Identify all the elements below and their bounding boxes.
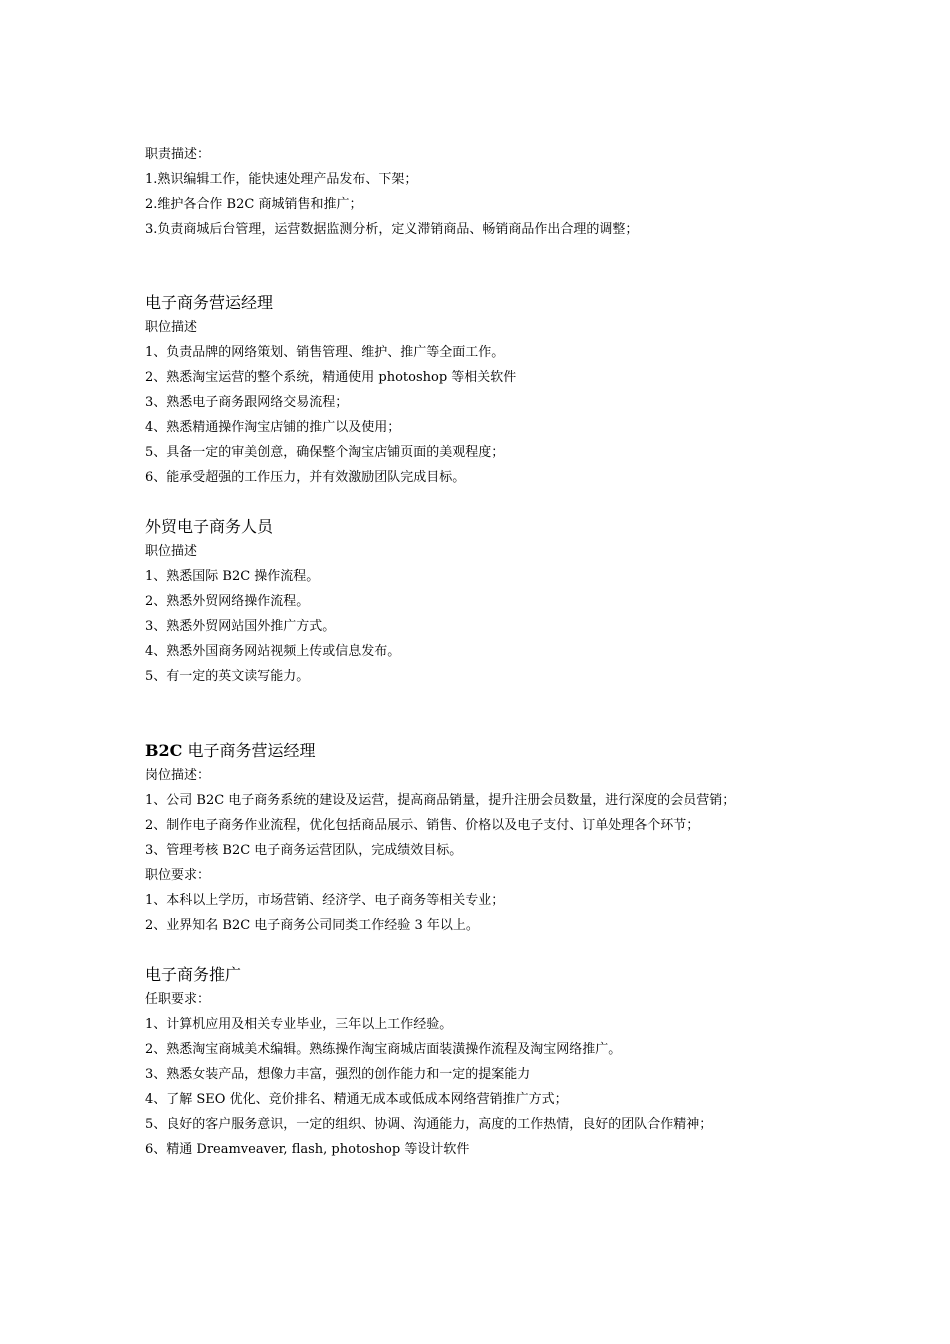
list-item: 2、熟悉淘宝运营的整个系统，精通使用 photoshop 等相关软件 (145, 370, 517, 385)
list-item: 4、熟悉外国商务网站视频上传或信息发布。 (145, 644, 401, 659)
list-item: 3、管理考核 B2C 电子商务运营团队，完成绩效目标。 (145, 843, 463, 858)
list-item: 3、熟悉外贸网站国外推广方式。 (145, 619, 336, 634)
list-item: 3、熟悉电子商务跟网络交易流程； (145, 395, 349, 410)
section-title: 外贸电子商务人员 (145, 517, 274, 536)
section-ecommerce-promotion (145, 962, 845, 1162)
section-title (145, 738, 845, 763)
list-item: 6、精通 Dreamveaver, flash, photoshop 等设计软件 (145, 1142, 470, 1157)
section-b2c-operations-manager (145, 738, 845, 938)
list-item: 4、了解 SEO 优化、竞价排名、精通无成本或低成本网络营销推广方式； (145, 1092, 568, 1107)
list-item: 1、熟悉国际 B2C 操作流程。 (145, 569, 320, 584)
section-label: 职责描述： (145, 147, 211, 162)
requirements-label: 职位要求： (145, 868, 211, 883)
list-item: 5、良好的客户服务意识，一定的组织、协调、沟通能力，高度的工作热情，良好的团队合作精神； (145, 1117, 713, 1132)
section-foreign-trade-ecommerce (145, 514, 845, 689)
list-item: 5、有一定的英文读写能力。 (145, 669, 310, 684)
section-label: 职位描述 (145, 544, 198, 559)
section-ecommerce-operations-manager (145, 290, 845, 490)
section-duties (145, 142, 845, 242)
list-item: 1、负责品牌的网络策划、销售管理、维护、推广等全面工作。 (145, 345, 505, 360)
section-title-rest: 电子商务营运经理 (182, 741, 316, 760)
section-label: 任职要求： (145, 992, 211, 1007)
list-item: 1.熟识编辑工作，能快速处理产品发布、下架； (145, 172, 418, 187)
list-item: 2、熟悉淘宝商城美术编辑。熟练操作淘宝商城店面装潢操作流程及淘宝网络推广。 (145, 1042, 622, 1057)
list-item: 3、熟悉女装产品，想像力丰富，强烈的创作能力和一定的提案能力 (145, 1067, 531, 1082)
list-item: 2、制作电子商务作业流程，优化包括商品展示、销售、价格以及电子支付、订单处理各个环节； (145, 818, 700, 833)
list-item: 5、具备一定的审美创意，确保整个淘宝店铺页面的美观程度； (145, 445, 505, 460)
section-title: 电子商务营运经理 (145, 293, 274, 312)
list-item: 1、计算机应用及相关专业毕业，三年以上工作经验。 (145, 1017, 453, 1032)
list-item: 2、熟悉外贸网络操作流程。 (145, 594, 310, 609)
section-label: 职位描述 (145, 320, 198, 335)
list-item: 1、本科以上学历，市场营销、经济学、电子商务等相关专业； (145, 893, 505, 908)
list-item: 6、能承受超强的工作压力，并有效激励团队完成目标。 (145, 470, 466, 485)
list-item: 1、公司 B2C 电子商务系统的建设及运营，提高商品销量，提升注册会员数量，进行深度的会员营销； (145, 793, 736, 808)
list-item: 2.维护各合作 B2C 商城销售和推广； (145, 197, 363, 212)
list-item: 4、熟悉精通操作淘宝店铺的推广以及使用； (145, 420, 401, 435)
list-item: 2、业界知名 B2C 电子商务公司同类工作经验 3 年以上。 (145, 918, 479, 933)
section-title-prefix: B2C (145, 741, 183, 760)
section-title: 电子商务推广 (145, 965, 242, 984)
section-label: 岗位描述： (145, 768, 211, 783)
list-item: 3.负责商城后台管理，运营数据监测分析，定义滞销商品、畅销商品作出合理的调整； (145, 222, 639, 237)
